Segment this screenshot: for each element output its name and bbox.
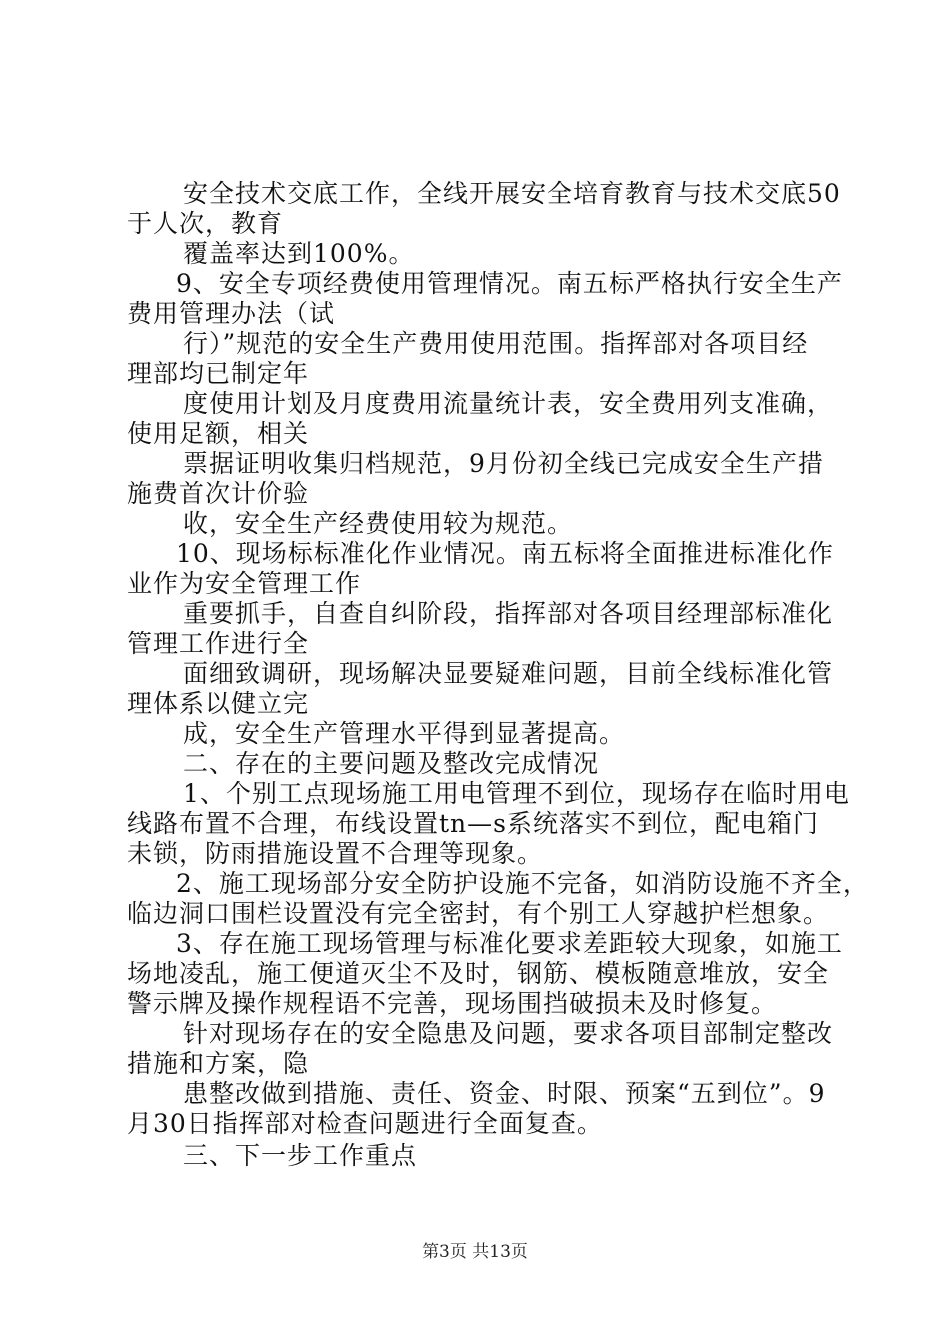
text-line: 面细致调研，现场解决显要疑难问题，目前全线标准化管 (183, 659, 834, 688)
text-line: 度使用计划及月度费用流量统计表，安全费用列支准确， (183, 389, 834, 418)
text-line: 临边洞口围栏设置没有完全密封，有个别工人穿越护栏想象。 (127, 899, 830, 928)
text-line: 3、存在施工现场管理与标准化要求差距较大现象，如施工 (176, 929, 843, 958)
text-line: 安全技术交底工作，全线开展安全培育教育与技术交底50 (183, 179, 841, 208)
text-line: 理部均已制定年 (127, 359, 310, 388)
text-line: 使用足额，相关 (127, 419, 310, 448)
text-line: 覆盖率达到100%。 (183, 239, 415, 268)
text-line: 10、现场标标准化作业情况。南五标将全面推进标准化作 (176, 539, 834, 568)
text-line: 成，安全生产管理水平得到显著提高。 (183, 719, 626, 748)
text-line: 行）”规范的安全生产费用使用范围。指挥部对各项目经 (183, 329, 809, 358)
text-line: 警示牌及操作规程语不完善，现场围挡破损未及时修复。 (127, 989, 778, 1018)
text-line: 措施和方案，隐 (127, 1049, 310, 1078)
section-heading: 二、存在的主要问题及整改完成情况 (183, 749, 600, 778)
text-line: 于人次，教育 (127, 209, 284, 238)
page-footer: 第3页 共13页 (422, 1242, 528, 1262)
text-line: 月30日指挥部对检查问题进行全面复查。 (127, 1109, 603, 1138)
text-line: 费用管理办法（试 (127, 299, 336, 328)
text-line: 2、施工现场部分安全防护设施不完备，如消防设施不齐全， (176, 869, 869, 898)
text-line: 理体系以健立完 (127, 689, 310, 718)
text-line: 收，安全生产经费使用较为规范。 (183, 509, 574, 538)
section-heading: 三、下一步工作重点 (183, 1141, 418, 1170)
text-line: 管理工作进行全 (127, 629, 310, 658)
text-line: 未锁，防雨措施设置不合理等现象。 (127, 839, 544, 868)
text-line: 9、安全专项经费使用管理情况。南五标严格执行安全生产 (176, 269, 843, 298)
text-line: 场地凌乱，施工便道灭尘不及时，钢筋、模板随意堆放，安全 (127, 959, 830, 988)
text-line: 患整改做到措施、责任、资金、时限、预案“五到位”。9 (183, 1079, 826, 1108)
text-line: 线路布置不合理，布线设置tn—s系统落实不到位，配电箱门 (127, 809, 819, 838)
text-line: 重要抓手，自查自纠阶段，指挥部对各项目经理部标准化 (183, 599, 834, 628)
text-line: 票据证明收集归档规范，9月份初全线已完成安全生产措 (183, 449, 824, 478)
text-line: 针对现场存在的安全隐患及问题，要求各项目部制定整改 (183, 1019, 834, 1048)
text-line: 业作为安全管理工作 (127, 569, 362, 598)
text-line: 施费首次计价验 (127, 479, 310, 508)
text-line: 1、个别工点现场施工用电管理不到位，现场存在临时用电 (183, 779, 850, 808)
